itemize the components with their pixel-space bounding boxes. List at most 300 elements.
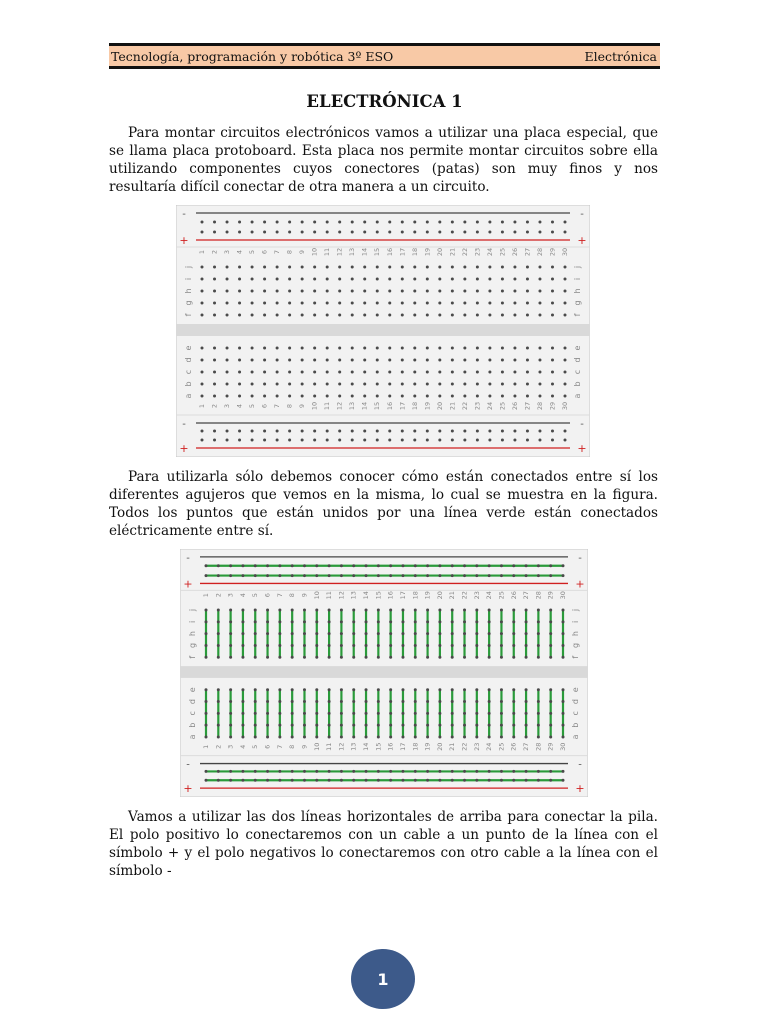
row-letter: f bbox=[573, 313, 582, 317]
terminal-hole bbox=[488, 609, 491, 612]
terminal-hole bbox=[351, 290, 354, 293]
terminal-hole bbox=[564, 302, 567, 305]
terminal-hole bbox=[266, 656, 269, 659]
terminal-hole bbox=[488, 632, 491, 635]
terminal-hole bbox=[562, 644, 565, 647]
rail-hole bbox=[263, 439, 266, 442]
terminal-hole bbox=[463, 735, 466, 738]
terminal-hole bbox=[291, 644, 294, 647]
terminal-hole bbox=[229, 609, 232, 612]
terminal-hole bbox=[488, 735, 491, 738]
column-number: 28 bbox=[534, 591, 543, 600]
terminal-hole bbox=[328, 620, 331, 623]
row-letter: f bbox=[184, 313, 193, 317]
terminal-hole bbox=[229, 700, 232, 703]
terminal-hole bbox=[426, 290, 429, 293]
rail-hole bbox=[413, 430, 416, 433]
row-letter: i bbox=[573, 277, 582, 281]
terminal-hole bbox=[463, 632, 466, 635]
paragraph-battery: Vamos a utilizar las dos líneas horizontales de arriba para conectar la pila. El polo positivo lo conectaremos con un cable a un punto de la línea con el símbolo + y el polo negativos lo conectaremos con otro cable a la línea con el símbolo - bbox=[109, 809, 658, 879]
breadboard-image bbox=[176, 205, 590, 457]
terminal-hole bbox=[537, 632, 540, 635]
column-number: 29 bbox=[546, 591, 555, 600]
row-letter: j bbox=[184, 265, 193, 269]
rail-hole bbox=[351, 430, 354, 433]
terminal-hole bbox=[238, 314, 241, 317]
terminal-hole bbox=[241, 620, 244, 623]
rail-hole bbox=[488, 779, 491, 782]
terminal-hole bbox=[426, 700, 429, 703]
terminal-hole bbox=[564, 266, 567, 269]
terminal-hole bbox=[376, 395, 379, 398]
terminal-hole bbox=[229, 724, 232, 727]
terminal-hole bbox=[226, 266, 229, 269]
rail-hole bbox=[526, 439, 529, 442]
rail-hole bbox=[526, 221, 529, 224]
terminal-hole bbox=[488, 359, 491, 362]
terminal-hole bbox=[564, 395, 567, 398]
rail-hole bbox=[513, 430, 516, 433]
rail-hole bbox=[537, 770, 540, 773]
terminal-hole bbox=[229, 656, 232, 659]
column-number: 3 bbox=[223, 403, 232, 409]
terminal-hole bbox=[451, 290, 454, 293]
column-number: 21 bbox=[448, 591, 457, 600]
row-letter: c bbox=[184, 369, 193, 375]
terminal-hole bbox=[229, 620, 232, 623]
rail-hole bbox=[438, 439, 441, 442]
terminal-hole bbox=[488, 644, 491, 647]
column-number: 14 bbox=[360, 401, 369, 411]
terminal-hole bbox=[401, 609, 404, 612]
terminal-hole bbox=[463, 609, 466, 612]
terminal-hole bbox=[438, 371, 441, 374]
terminal-hole bbox=[326, 278, 329, 281]
terminal-hole bbox=[562, 735, 565, 738]
terminal-hole bbox=[538, 290, 541, 293]
rail-hole bbox=[389, 779, 392, 782]
terminal-hole bbox=[377, 712, 380, 715]
rail-hole bbox=[451, 430, 454, 433]
rail-hole bbox=[338, 221, 341, 224]
rail-hole bbox=[501, 430, 504, 433]
terminal-hole bbox=[251, 290, 254, 293]
terminal-hole bbox=[229, 632, 232, 635]
terminal-hole bbox=[526, 371, 529, 374]
terminal-hole bbox=[340, 620, 343, 623]
terminal-hole bbox=[313, 290, 316, 293]
terminal-hole bbox=[501, 383, 504, 386]
terminal-hole bbox=[401, 632, 404, 635]
rail-hole bbox=[538, 231, 541, 234]
terminal-hole bbox=[401, 371, 404, 374]
rail-hole bbox=[254, 779, 257, 782]
row-letter: j bbox=[188, 608, 197, 612]
terminal-hole bbox=[562, 700, 565, 703]
terminal-hole bbox=[376, 371, 379, 374]
column-number: 1 bbox=[202, 744, 210, 749]
rail-hole bbox=[501, 221, 504, 224]
terminal-hole bbox=[512, 644, 515, 647]
terminal-hole bbox=[549, 700, 552, 703]
terminal-hole bbox=[389, 620, 392, 623]
column-number: 9 bbox=[298, 403, 307, 409]
terminal-hole bbox=[389, 688, 392, 691]
rail-hole bbox=[266, 779, 269, 782]
column-number: 23 bbox=[473, 401, 482, 411]
terminal-hole bbox=[488, 656, 491, 659]
terminal-hole bbox=[326, 395, 329, 398]
terminal-hole bbox=[475, 688, 478, 691]
terminal-hole bbox=[525, 700, 528, 703]
column-number: 27 bbox=[523, 401, 532, 411]
rail-hole bbox=[278, 574, 281, 577]
terminal-hole bbox=[288, 314, 291, 317]
rail-hole bbox=[328, 564, 331, 567]
terminal-hole bbox=[328, 724, 331, 727]
rail-hole bbox=[513, 231, 516, 234]
terminal-hole bbox=[315, 656, 318, 659]
terminal-hole bbox=[326, 383, 329, 386]
terminal-hole bbox=[315, 724, 318, 727]
terminal-hole bbox=[276, 383, 279, 386]
terminal-hole bbox=[488, 383, 491, 386]
terminal-hole bbox=[438, 266, 441, 269]
rail-hole bbox=[278, 770, 281, 773]
rail-hole bbox=[352, 770, 355, 773]
terminal-hole bbox=[401, 266, 404, 269]
column-number: 2 bbox=[210, 403, 219, 409]
terminal-hole bbox=[513, 371, 516, 374]
terminal-hole bbox=[363, 290, 366, 293]
terminal-hole bbox=[365, 688, 368, 691]
rail-hole bbox=[229, 574, 232, 577]
terminal-hole bbox=[351, 383, 354, 386]
terminal-hole bbox=[551, 371, 554, 374]
rail-hole bbox=[376, 221, 379, 224]
terminal-hole bbox=[352, 644, 355, 647]
terminal-hole bbox=[217, 688, 220, 691]
rail-hole bbox=[288, 221, 291, 224]
terminal-hole bbox=[476, 290, 479, 293]
terminal-hole bbox=[463, 290, 466, 293]
terminal-hole bbox=[451, 644, 454, 647]
rail-hole bbox=[365, 574, 368, 577]
rail-hole bbox=[526, 430, 529, 433]
column-number: 28 bbox=[534, 742, 543, 751]
column-number: 17 bbox=[398, 591, 407, 600]
terminal-hole bbox=[426, 278, 429, 281]
terminal-hole bbox=[351, 266, 354, 269]
terminal-hole bbox=[326, 359, 329, 362]
terminal-hole bbox=[463, 266, 466, 269]
rail-hole bbox=[326, 430, 329, 433]
terminal-hole bbox=[438, 347, 441, 350]
terminal-hole bbox=[328, 644, 331, 647]
column-number: 26 bbox=[509, 742, 518, 751]
terminal-hole bbox=[301, 359, 304, 362]
terminal-hole bbox=[551, 359, 554, 362]
page-header bbox=[109, 43, 660, 69]
terminal-hole bbox=[241, 609, 244, 612]
rail-hole bbox=[377, 770, 380, 773]
column-number: 15 bbox=[373, 401, 382, 411]
column-number: 16 bbox=[385, 401, 394, 411]
terminal-hole bbox=[241, 712, 244, 715]
terminal-hole bbox=[512, 712, 515, 715]
terminal-hole bbox=[340, 644, 343, 647]
terminal-hole bbox=[463, 347, 466, 350]
column-number: 18 bbox=[410, 401, 419, 411]
terminal-hole bbox=[291, 620, 294, 623]
column-number: 27 bbox=[522, 591, 531, 600]
column-number: 5 bbox=[251, 744, 260, 749]
terminal-hole bbox=[276, 266, 279, 269]
column-number: 20 bbox=[435, 401, 444, 411]
terminal-hole bbox=[513, 314, 516, 317]
rail-hole bbox=[328, 779, 331, 782]
rail-hole bbox=[291, 564, 294, 567]
terminal-hole bbox=[315, 620, 318, 623]
terminal-hole bbox=[303, 735, 306, 738]
terminal-hole bbox=[351, 314, 354, 317]
terminal-hole bbox=[512, 620, 515, 623]
column-number: 8 bbox=[288, 593, 297, 598]
rail-hole bbox=[241, 770, 244, 773]
terminal-hole bbox=[251, 359, 254, 362]
terminal-hole bbox=[414, 724, 417, 727]
terminal-hole bbox=[301, 314, 304, 317]
terminal-hole bbox=[365, 735, 368, 738]
terminal-hole bbox=[226, 290, 229, 293]
terminal-hole bbox=[562, 724, 565, 727]
terminal-hole bbox=[205, 712, 208, 715]
terminal-hole bbox=[213, 266, 216, 269]
terminal-hole bbox=[438, 278, 441, 281]
terminal-hole bbox=[513, 347, 516, 350]
rail-hole bbox=[451, 564, 454, 567]
terminal-hole bbox=[328, 632, 331, 635]
terminal-hole bbox=[389, 735, 392, 738]
terminal-hole bbox=[340, 712, 343, 715]
terminal-hole bbox=[315, 632, 318, 635]
terminal-hole bbox=[549, 712, 552, 715]
column-number: 26 bbox=[510, 247, 519, 257]
column-number: 16 bbox=[386, 742, 395, 751]
column-number: 23 bbox=[473, 247, 482, 257]
rail-hole bbox=[351, 231, 354, 234]
terminal-hole bbox=[426, 371, 429, 374]
terminal-hole bbox=[328, 656, 331, 659]
terminal-hole bbox=[241, 724, 244, 727]
terminal-hole bbox=[537, 656, 540, 659]
rail-hole bbox=[229, 770, 232, 773]
row-letter: a bbox=[571, 734, 580, 740]
rail-hole bbox=[488, 574, 491, 577]
terminal-hole bbox=[254, 724, 257, 727]
column-number: 26 bbox=[510, 401, 519, 411]
terminal-hole bbox=[426, 395, 429, 398]
terminal-hole bbox=[401, 347, 404, 350]
terminal-hole bbox=[288, 266, 291, 269]
terminal-hole bbox=[205, 644, 208, 647]
rail-hole bbox=[251, 430, 254, 433]
rail-hole bbox=[276, 221, 279, 224]
column-number: 23 bbox=[472, 591, 481, 600]
row-letter: h bbox=[188, 631, 197, 637]
terminal-hole bbox=[301, 302, 304, 305]
rail-hole bbox=[201, 430, 204, 433]
terminal-hole bbox=[513, 290, 516, 293]
row-letter: g bbox=[188, 642, 197, 648]
terminal-hole bbox=[426, 688, 429, 691]
column-number: 6 bbox=[263, 593, 272, 598]
rail-hole bbox=[551, 221, 554, 224]
column-number: 1 bbox=[198, 249, 206, 255]
rail-hole bbox=[288, 439, 291, 442]
terminal-hole bbox=[238, 371, 241, 374]
terminal-hole bbox=[526, 359, 529, 362]
terminal-hole bbox=[413, 347, 416, 350]
rail-hole bbox=[414, 770, 417, 773]
terminal-hole bbox=[538, 383, 541, 386]
terminal-hole bbox=[488, 395, 491, 398]
terminal-hole bbox=[401, 735, 404, 738]
terminal-hole bbox=[426, 644, 429, 647]
terminal-hole bbox=[251, 395, 254, 398]
rail-hole bbox=[365, 564, 368, 567]
terminal-hole bbox=[537, 724, 540, 727]
terminal-hole bbox=[326, 302, 329, 305]
terminal-hole bbox=[276, 278, 279, 281]
rail-hole bbox=[426, 564, 429, 567]
rail-minus-symbol: - bbox=[578, 759, 582, 771]
rail-hole bbox=[201, 439, 204, 442]
rail-hole bbox=[303, 564, 306, 567]
terminal-hole bbox=[512, 656, 515, 659]
terminal-hole bbox=[525, 688, 528, 691]
terminal-hole bbox=[377, 632, 380, 635]
breadboard-connections-figure bbox=[180, 549, 588, 797]
rail-hole bbox=[513, 439, 516, 442]
terminal-hole bbox=[278, 656, 281, 659]
terminal-hole bbox=[377, 688, 380, 691]
column-number: 12 bbox=[337, 742, 346, 751]
terminal-hole bbox=[288, 290, 291, 293]
terminal-hole bbox=[365, 644, 368, 647]
terminal-hole bbox=[549, 632, 552, 635]
rail-hole bbox=[475, 574, 478, 577]
rail-hole bbox=[401, 770, 404, 773]
terminal-hole bbox=[549, 735, 552, 738]
terminal-hole bbox=[413, 359, 416, 362]
terminal-hole bbox=[254, 735, 257, 738]
rail-hole bbox=[266, 564, 269, 567]
terminal-hole bbox=[537, 644, 540, 647]
terminal-hole bbox=[451, 700, 454, 703]
terminal-hole bbox=[254, 656, 257, 659]
rail-minus-symbol: - bbox=[182, 419, 186, 430]
terminal-hole bbox=[426, 712, 429, 715]
rail-hole bbox=[401, 439, 404, 442]
terminal-hole bbox=[238, 395, 241, 398]
terminal-hole bbox=[217, 620, 220, 623]
terminal-hole bbox=[278, 712, 281, 715]
terminal-hole bbox=[476, 371, 479, 374]
row-letter: b bbox=[573, 381, 582, 387]
column-number: 29 bbox=[546, 742, 555, 751]
terminal-hole bbox=[426, 632, 429, 635]
rail-hole bbox=[451, 231, 454, 234]
row-letter: c bbox=[571, 711, 580, 716]
rail-hole bbox=[463, 221, 466, 224]
rail-hole bbox=[254, 770, 257, 773]
terminal-hole bbox=[313, 371, 316, 374]
terminal-hole bbox=[451, 632, 454, 635]
rail-hole bbox=[291, 779, 294, 782]
rail-hole bbox=[205, 574, 208, 577]
terminal-hole bbox=[241, 735, 244, 738]
rail-hole bbox=[213, 430, 216, 433]
terminal-hole bbox=[201, 347, 204, 350]
rail-hole bbox=[213, 439, 216, 442]
terminal-hole bbox=[551, 347, 554, 350]
terminal-hole bbox=[238, 278, 241, 281]
rail-hole bbox=[525, 770, 528, 773]
terminal-hole bbox=[401, 712, 404, 715]
terminal-hole bbox=[451, 302, 454, 305]
terminal-hole bbox=[278, 609, 281, 612]
rail-hole bbox=[426, 779, 429, 782]
terminal-hole bbox=[365, 712, 368, 715]
row-letter: b bbox=[184, 381, 193, 387]
terminal-hole bbox=[326, 290, 329, 293]
column-number: 11 bbox=[323, 401, 332, 411]
terminal-hole bbox=[501, 347, 504, 350]
terminal-hole bbox=[313, 347, 316, 350]
terminal-hole bbox=[301, 266, 304, 269]
terminal-hole bbox=[475, 644, 478, 647]
rail-hole bbox=[451, 770, 454, 773]
terminal-hole bbox=[549, 620, 552, 623]
terminal-hole bbox=[213, 302, 216, 305]
terminal-hole bbox=[451, 278, 454, 281]
terminal-hole bbox=[263, 383, 266, 386]
column-number: 18 bbox=[411, 591, 420, 600]
terminal-hole bbox=[413, 314, 416, 317]
rail-hole bbox=[512, 564, 515, 567]
row-letter: j bbox=[571, 608, 580, 612]
rail-hole bbox=[451, 779, 454, 782]
rail-hole bbox=[328, 770, 331, 773]
terminal-hole bbox=[288, 278, 291, 281]
terminal-hole bbox=[205, 632, 208, 635]
terminal-hole bbox=[525, 724, 528, 727]
terminal-hole bbox=[414, 632, 417, 635]
terminal-hole bbox=[251, 314, 254, 317]
column-number: 21 bbox=[448, 247, 457, 257]
terminal-hole bbox=[205, 656, 208, 659]
rail-hole bbox=[463, 574, 466, 577]
terminal-hole bbox=[313, 278, 316, 281]
rail-hole bbox=[401, 231, 404, 234]
terminal-hole bbox=[263, 290, 266, 293]
breadboard-connections-image bbox=[180, 549, 588, 797]
terminal-hole bbox=[303, 620, 306, 623]
terminal-hole bbox=[291, 688, 294, 691]
rail-hole bbox=[525, 564, 528, 567]
rail-hole bbox=[501, 231, 504, 234]
